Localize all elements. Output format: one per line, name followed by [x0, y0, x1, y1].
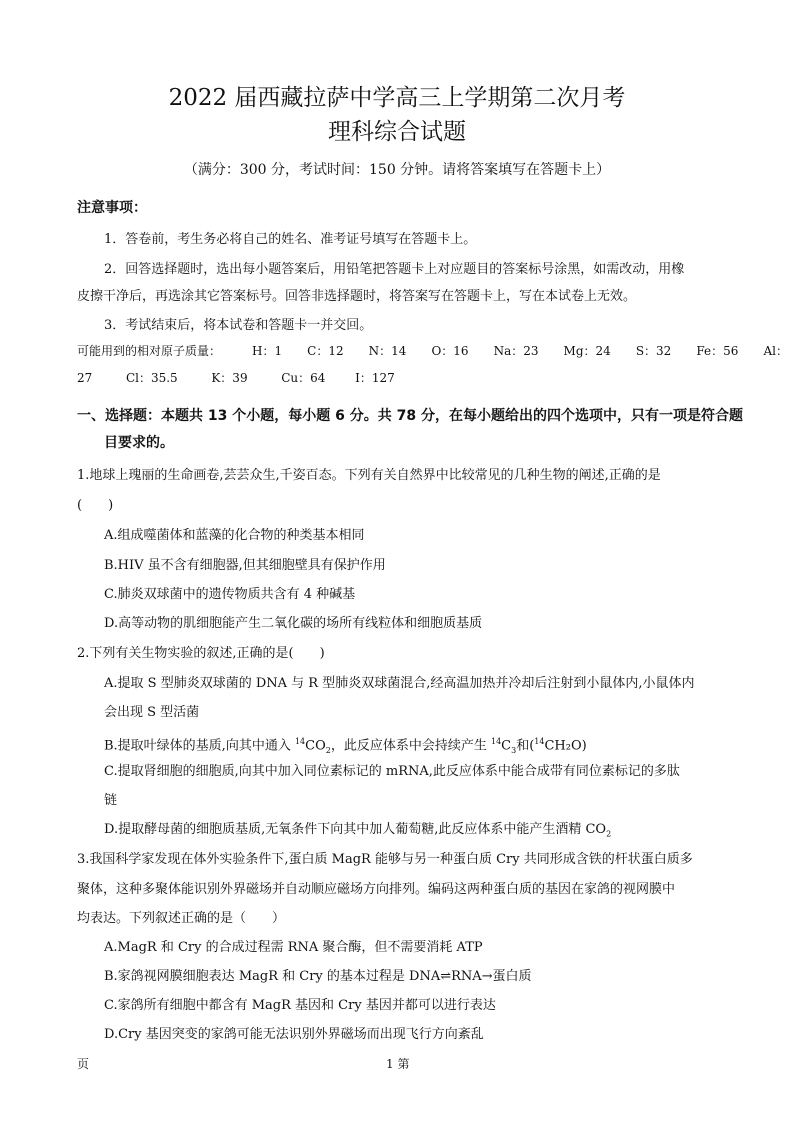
exam-title: 2022 届西藏拉萨中学高三上学期第二次月考: [168, 85, 626, 111]
q1-answer-paren: ( ): [77, 498, 114, 513]
q1-option-c: C.肺炎双球菌中的遗传物质共含有 4 种碱基: [104, 587, 356, 602]
q3-stem-line-1: 3.我国科学家发现在体外实验条件下,蛋白质 MagR 能够与另一种蛋白质 Cry 共同形成含铁的杆状蛋白质多: [77, 852, 693, 867]
q2-stem: 2.下列有关生物实验的叙述,正确的是( ): [77, 646, 325, 661]
q3-option-c: C.家鸽所有细胞中都含有 MagR 基因和 Cry 基因并都可以进行表达: [104, 998, 496, 1013]
q1-option-b: B.HIV 虽不含有细胞器,但其细胞壁具有保护作用: [104, 558, 386, 573]
atomic-mass-values-1: [252, 343, 788, 359]
exam-subtitle: 理科综合试题: [328, 119, 466, 145]
notice-item-2-cont: 皮擦干净后，再选涂其它答案标号。回答非选择题时，将答案写在答题卡上，写在本试卷上无效。: [77, 289, 637, 304]
footer-page-label: 页: [77, 1057, 90, 1071]
c3-text: C: [501, 738, 512, 754]
atomic-mass-label: 可能用到的相对原子质量：: [77, 344, 222, 358]
q2-option-b: [104, 734, 587, 759]
q2-option-b-text-2: ，此反应体系中会持续产生: [330, 738, 491, 754]
q1-option-d: D.高等动物的肌细胞能产生二氧化碳的场所有线粒体和细胞质基质: [104, 616, 483, 631]
atom-na: Na：23: [493, 344, 539, 358]
q2-option-b-text-3: 和(: [516, 738, 535, 754]
exam-note: （满分：300 分，考试时间：150 分钟。请将答案填写在答题卡上）: [183, 162, 611, 178]
notice-item-3: 3．考试结束后，将本试卷和答题卡一并交回。: [104, 318, 373, 333]
notice-item-1: 1．答卷前，考生务必将自己的姓名、准考证号填写在答题卡上。: [104, 232, 477, 247]
atom-mg: Mg：24: [563, 344, 611, 358]
q2-option-c-cont: 链: [104, 793, 118, 808]
isotope-sup: 14: [534, 737, 545, 746]
q2-option-c: C.提取肾细胞的细胞质,向其中加入同位素标记的 mRNA,此反应体系中能合成带有同位素标记的多肽: [104, 764, 680, 779]
notice-item-2: 2．回答选择题时，选出每小题答案后，用铅笔把答题卡上对应题目的答案标号涂黑，如需改动，用橡: [104, 262, 685, 277]
q3-option-d: D.Cry 基因突变的家鸽可能无法识别外界磁场而出现飞行方向紊乱: [104, 1027, 484, 1042]
q3-option-b: B.家鸽视网膜细胞表达 MagR 和 Cry 的基本过程是 DNA⇌RNA→蛋白质: [104, 969, 532, 984]
q3-stem-line-2: 聚体，这种多聚体能识别外界磁场并自动顺应磁场方向排列。编码这两种蛋白质的基因在家鸽的视网膜中: [77, 882, 676, 897]
atom-h: H：1: [252, 344, 283, 358]
atom-n: N：14: [368, 344, 407, 358]
atom-al-value: 27: [77, 371, 93, 385]
q2-option-a: A.提取 S 型肺炎双球菌的 DNA 与 R 型肺炎双球菌混合,经高温加热并冷却后注射到小鼠体内,小鼠体内: [104, 676, 695, 691]
q2-option-b-text: B.提取叶绿体的基质,向其中通入: [104, 738, 295, 754]
q3-stem-line-3: 均表达。下列叙述正确的是（ ）: [77, 911, 286, 926]
q1-option-a: A.组成噬菌体和蓝藻的化合物的种类基本相同: [104, 528, 365, 543]
co2-text: CO: [305, 738, 326, 754]
q3-option-a: A.MagR 和 Cry 的合成过程需 RNA 聚合酶，但不需要消耗 ATP: [104, 940, 483, 955]
section-heading: 一、选择题：本题共 13 个小题，每小题 6 分。共 78 分，在每小题给出的四个选项中，只有一项是符合题: [77, 408, 743, 424]
atom-al: Al：: [763, 344, 788, 358]
atom-cl: Cl：35.5: [125, 371, 178, 385]
atom-fe: Fe：56: [696, 344, 739, 358]
atom-i: I：127: [355, 371, 395, 385]
isotope-sup: 14: [490, 737, 502, 746]
ch2o-text: CH₂O): [544, 738, 587, 754]
atom-c: C：12: [307, 344, 344, 358]
q1-stem: 1.地球上瑰丽的生命画卷,芸芸众生,千姿百态。下列有关自然界中比较常见的几种生物的阐述,正确的是: [77, 468, 661, 483]
subscript: 2: [325, 745, 331, 755]
atom-s: S：32: [635, 344, 672, 358]
q2-option-a-cont: 会出现 S 型活菌: [104, 705, 200, 720]
atomic-mass-line: [77, 343, 221, 359]
notice-heading: 注意事项：: [77, 200, 147, 216]
isotope-sup: 14: [294, 737, 306, 746]
subscript: 3: [511, 745, 517, 755]
atom-cu: Cu：64: [281, 371, 326, 385]
atomic-mass-values-2: [77, 370, 395, 386]
q2-option-d: [104, 822, 611, 843]
atom-o: O：16: [431, 344, 469, 358]
footer-page-number: 1 第: [386, 1057, 410, 1071]
subscript: 2: [606, 829, 612, 839]
atom-k: K：39: [211, 371, 248, 385]
q2-option-d-text: D.提取酵母菌的细胞质基质,无氧条件下向其中加人葡萄糖,此反应体系中能产生酒精 CO: [104, 822, 607, 837]
section-heading-cont: 目要求的。: [104, 435, 174, 451]
